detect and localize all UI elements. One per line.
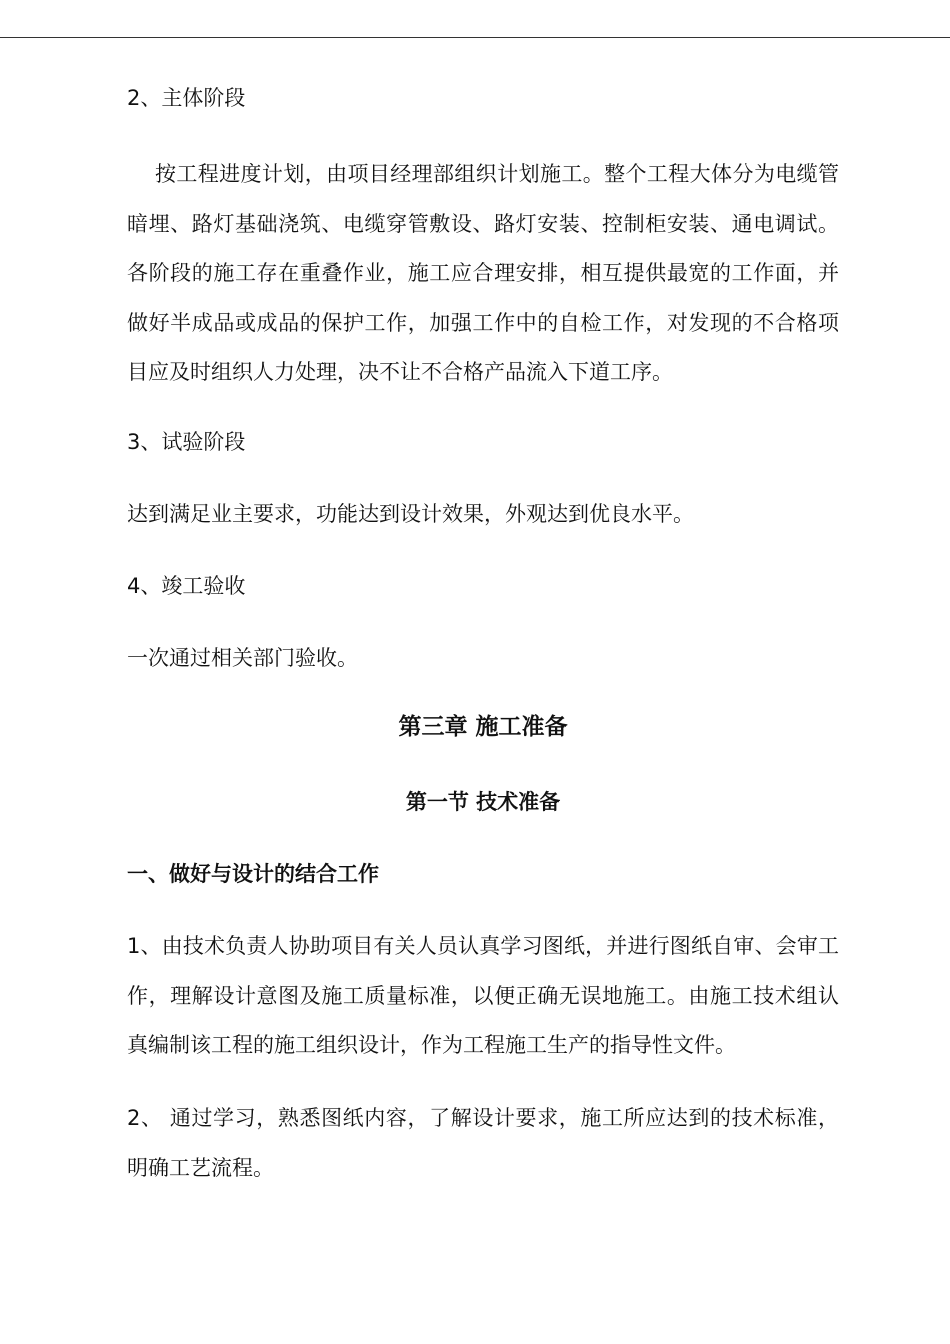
paragraph-test-stage: 达到满足业主要求，功能达到设计效果，外观达到优良水平。 xyxy=(127,502,694,526)
heading-main-stage: 2、主体阶段 xyxy=(127,86,246,110)
header-rule xyxy=(0,37,950,38)
heading-acceptance: 4、竣工验收 xyxy=(127,574,246,598)
paragraph-acceptance: 一次通过相关部门验收。 xyxy=(127,646,358,670)
heading-test-stage: 3、试验阶段 xyxy=(127,430,246,454)
paragraph-main-stage: 按工程进度计划，由项目经理部组织计划施工。整个工程大体分为电缆管暗埋、路灯基础浇筑、电缆穿管敷设、路灯安装、控制柜安装、通电调试。各阶段的施工存在重叠作业，施工应合理安排，相互提供最宽的工作面，并做好半成品或成品的保护工作，加强工作中的自检工作，对发现的不合格项目应及时组织人力处理，决不让不合格产品流入下道工序。 xyxy=(127,162,839,384)
subsection-title: 一、做好与设计的结合工作 xyxy=(127,862,379,886)
paragraph-design-2: 2、 通过学习，熟悉图纸内容，了解设计要求，施工所应达到的技术标准，明确工艺流程。 xyxy=(127,1106,839,1180)
paragraph-design-1: 1、由技术负责人协助项目有关人员认真学习图纸，并进行图纸自审、会审工作，理解设计意图及施工质量标准，以便正确无误地施工。由施工技术组认真编制该工程的施工组织设计，作为工程施工生产的指导性文件。 xyxy=(127,934,839,1057)
section-title: 第一节 技术准备 xyxy=(405,790,561,814)
chapter-title: 第三章 施工准备 xyxy=(398,714,568,740)
